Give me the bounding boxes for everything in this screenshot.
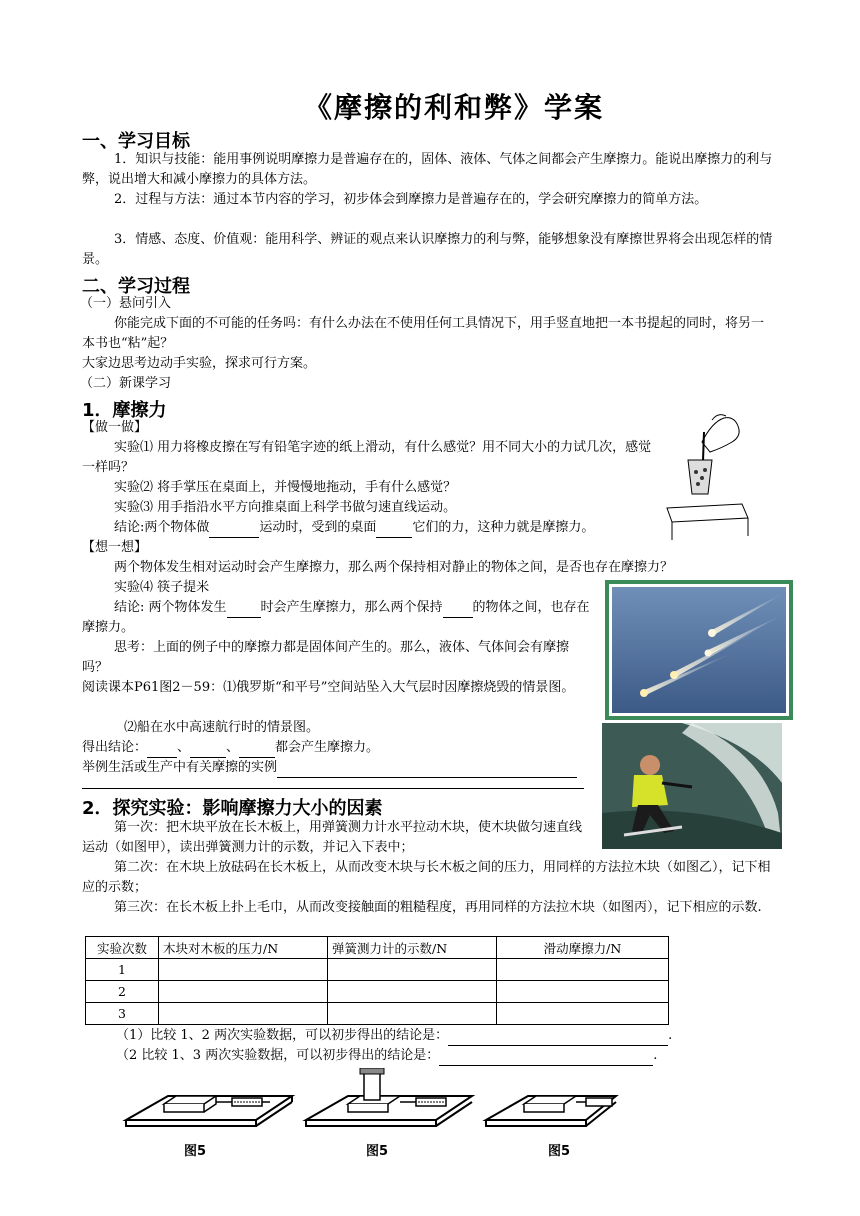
- section-heading-process: 二、学习过程: [82, 276, 190, 297]
- experiment-3: 实验⑶ 用手指沿水平方向推桌面上科学书做匀速直线运动。: [114, 500, 457, 515]
- experiment-4: 实验⑷ 筷子提米: [114, 580, 210, 595]
- draw-conclusion-a: 得出结论：: [82, 740, 148, 755]
- input-cell[interactable]: [159, 981, 328, 1003]
- part1-heading: 1．摩擦力: [82, 400, 167, 421]
- input-cell[interactable]: [328, 959, 497, 981]
- separator: 、: [177, 740, 191, 755]
- conclusion-1-a: 结论:两个物体做: [114, 520, 210, 535]
- conclusion-2-a: 结论: 两个物体发生: [114, 600, 227, 615]
- header-friction: 滑动摩擦力/N: [497, 937, 669, 959]
- conclusion-1-c: 它们的力，这种力就是摩擦力。: [412, 520, 595, 535]
- trial-number: 1: [86, 959, 159, 981]
- blank[interactable]: [439, 1065, 653, 1066]
- blank[interactable]: [227, 617, 261, 618]
- figure-caption-1: 图5: [184, 1144, 207, 1159]
- page-title: 《摩擦的利和弊》学案: [303, 91, 604, 124]
- conclusion-1-b: 运动时，受到的桌面: [259, 520, 377, 535]
- apparatus-1: [126, 1096, 292, 1126]
- header-pressure: 木块对木板的压力/N: [159, 937, 328, 959]
- goal-process: 2．过程与方法：通过本节内容的学习，初步体会到摩擦力是普遍存在的，学会研究摩擦力的简单方法。: [114, 192, 708, 207]
- reading-space-station: 阅读课本P61图2－59：⑴俄罗斯“和平号”空间站坠入大气层时因摩擦烧毁的情景图。: [82, 680, 575, 695]
- water-skier-picture: [602, 723, 782, 849]
- example-prompt: [82, 758, 592, 778]
- experiment-2: 实验⑵ 将手掌压在桌面上，并慢慢地拖动，手有什么感觉？: [114, 480, 457, 495]
- space-station-burning-image: [605, 580, 793, 720]
- compare-1-3-label: （2 比较 1、3 两次实验数据，可以初步得出的结论是：: [116, 1048, 440, 1063]
- input-cell[interactable]: [159, 959, 328, 981]
- header-trial: 实验次数: [86, 937, 159, 959]
- figure-caption-2: 图5: [366, 1144, 389, 1159]
- conclusion-2-b: 时会产生摩擦力，那么两个保持: [260, 600, 443, 615]
- pencil-cup-illustration: [662, 412, 752, 542]
- conclusion-1: [114, 518, 674, 538]
- compare-1-3: （2 比较 1、3 两次实验数据，可以初步得出的结论是： .: [116, 1046, 736, 1066]
- figure-caption-3: 图5: [548, 1144, 571, 1159]
- intro-question: 你能完成下面的不可能的任务吗：有什么办法在不使用任何工具情况下，用手竖直地把一本书提起的同时，将另一本书也“粘”起？: [82, 316, 765, 351]
- trial-1: 第一次：把木块平放在长木板上，用弹簧测力计水平拉动木块，使木块做匀速直线运动（如图甲），读出弹簧测力计的示数，并记入下表中；: [82, 820, 583, 855]
- water-skier-image: [602, 723, 782, 849]
- reading-ship: ⑵船在水中高速航行时的情景图。: [124, 720, 320, 735]
- compare-1-2-label: （1）比较 1、2 两次实验数据，可以初步得出的结论是：: [116, 1028, 449, 1043]
- part2-heading: 2．探究实验：影响摩擦力大小的因素: [82, 798, 383, 819]
- conclusion-2-c: 的物体之间，也存在摩擦力。: [82, 600, 590, 635]
- goal-attitude: 3．情感、态度、价值观：能用科学、辨证的观点来认识摩擦力的利与弊，能够想象没有摩擦世界将会出现怎样的情景。: [82, 232, 773, 267]
- subheading-intro: （一）悬问引入: [80, 296, 172, 311]
- table-row: [86, 981, 669, 1003]
- trial-3: 第三次：在长木板上扑上毛巾，从而改变接触面的粗糙程度，再用同样的方法拉木块（如图丙），记下相应的示数.: [114, 900, 762, 915]
- section-heading-goals: 一、学习目标: [82, 131, 190, 152]
- input-cell[interactable]: [497, 959, 669, 981]
- think-liquid-gas: 思考：上面的例子中的摩擦力都是固体间产生的。那么，液体、气体间会有摩擦吗？: [82, 640, 570, 675]
- think-label: 【想一想】: [82, 540, 148, 555]
- goal-knowledge: 1．知识与技能：能用事例说明摩擦力是普遍存在的，固体、液体、气体之间都会产生摩擦力。能说出摩擦力的利与弊，说出增大和减小摩擦力的具体方法。: [82, 152, 773, 187]
- input-cell[interactable]: [497, 1003, 669, 1025]
- trial-number: 2: [86, 981, 159, 1003]
- blank[interactable]: [277, 777, 577, 778]
- conclusion-2: [82, 598, 592, 638]
- input-cell[interactable]: [328, 981, 497, 1003]
- intro-instruction: 大家边思考边动手实验，探求可行方案。: [82, 356, 317, 371]
- compare-1-2: （1）比较 1、2 两次实验数据，可以初步得出的结论是： .: [116, 1026, 736, 1046]
- blank[interactable]: [443, 617, 473, 618]
- subheading-newlesson: （二）新课学习: [80, 376, 172, 391]
- meteor-picture: [612, 587, 786, 713]
- example-label: 举例生活或生产中有关摩擦的实例: [82, 760, 278, 775]
- trial-number: 3: [86, 1003, 159, 1025]
- separator: 、: [226, 740, 240, 755]
- input-cell[interactable]: [328, 1003, 497, 1025]
- apparatus-3: [486, 1096, 616, 1126]
- table-header-row: [86, 937, 669, 959]
- trial-2: 第二次：在木块上放砝码在长木板上，从而改变木块与长木板之间的压力，用同样的方法拉木块（如图乙），记下相应的示数；: [82, 860, 771, 895]
- experiment-table: [85, 936, 669, 1025]
- think-question: 两个物体发生相对运动时会产生摩擦力，那么两个保持相对静止的物体之间，是否也存在摩擦力？: [114, 560, 674, 575]
- experiment-1: 实验⑴ 用力将橡皮擦在写有铅笔字迹的纸上滑动，有什么感觉？用不同大小的力试几次，感觉一样吗？: [82, 440, 652, 475]
- header-spring-reading: 弹簧测力计的示数/N: [328, 937, 497, 959]
- apparatus-2: [306, 1068, 472, 1126]
- input-cell[interactable]: [159, 1003, 328, 1025]
- table-row: [86, 959, 669, 981]
- draw-conclusion: [82, 738, 592, 758]
- draw-conclusion-b: 都会产生摩擦力。: [275, 740, 380, 755]
- answer-line[interactable]: [82, 788, 584, 789]
- input-cell[interactable]: [497, 981, 669, 1003]
- do-it-label: 【做一做】: [82, 420, 148, 435]
- table-row: [86, 1003, 669, 1025]
